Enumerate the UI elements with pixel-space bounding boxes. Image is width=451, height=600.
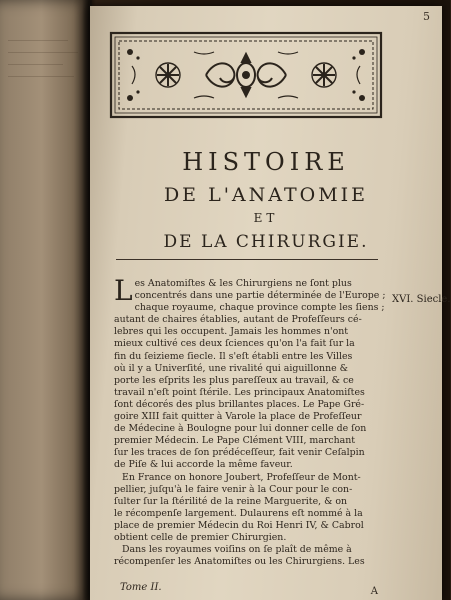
text-line: lebres qui les occupent. Jamais les hommes n'ont <box>114 326 349 338</box>
text-line: de Médecine à Boulogne pour lui donner celle de ſon <box>114 423 367 435</box>
text-line: porte les eſprits les plus pareſſeux au travail, & ce <box>114 374 354 386</box>
title-anatomie: DE L'ANATOMIE <box>163 184 369 206</box>
text-line: chaque royaume, chaque province compte les ſiens ; <box>134 302 385 314</box>
text-line: pellier, juſqu'à le faire venir à la Cour pour le con- <box>114 483 353 495</box>
book-page <box>90 6 451 600</box>
page-number: 5 <box>423 10 430 23</box>
text-line: place de premier Médecin du Roi Henri IV, & Cabrol <box>114 519 364 531</box>
margin-note-century: XVI. Siecle. <box>392 294 451 305</box>
volume-mark: Tome II. <box>120 582 162 593</box>
text-line: fin du ſeizieme ſiecle. Il s'eſt établi entre les Villes <box>114 350 353 362</box>
text-line: récompenſer les Anatomiſtes ou les Chirurgiens. Les <box>114 556 365 568</box>
text-line: concentrés dans une partie déterminée de l'Europe ; <box>134 290 386 302</box>
text-line: obtient celle de premier Chirurgien. <box>114 531 287 543</box>
rosette-left <box>156 63 180 87</box>
text-line: où il y a Univerſité, une rivalité qui aiguillonne & <box>114 362 348 374</box>
text-line: En France on honore Joubert, Profeſſeur de Mont- <box>122 471 361 483</box>
text-line: Dans les royaumes voiſins on ſe plaît de même à <box>122 544 352 556</box>
text-line: mieux cultivé ces deux ſciences qu'on l'a fait ſur la <box>114 338 355 350</box>
text-line: le récompenſe largement. Dulaurens eſt nommé à la <box>114 507 363 519</box>
central-scroll <box>206 54 286 96</box>
left-facing-page <box>0 0 92 600</box>
text-line: autant de chaires établies, autant de Profeſſeurs cé- <box>114 314 362 326</box>
page-footer <box>114 582 382 596</box>
text-line: es Anatomiſtes & les Chirurgiens ne ſont plus <box>134 278 352 289</box>
signature-mark: A <box>370 586 378 597</box>
drop-cap: L <box>114 274 133 307</box>
text-line: de Piſe & lui accorde la même faveur. <box>114 459 293 471</box>
title-chirurgie: DE LA CHIRURGIE. <box>163 232 369 252</box>
ornamental-headpiece <box>110 32 382 118</box>
text-line: ſont décorés des plus brillantes places. Le Pape Gré- <box>114 398 365 410</box>
text-line: goire XIII fait quitter à Varole la place de Profeſſeur <box>114 411 362 423</box>
rosette-right <box>312 63 336 87</box>
text-line: ſulter ſur la ſtérilité de la reine Marguerite, & on <box>114 495 348 507</box>
text-line: ſur les traces de ſon prédéceſſeur, fait venir Ceſalpin <box>114 447 365 459</box>
title-histoire: HISTOIRE <box>182 148 350 176</box>
text-line: premier Médecin. Le Pape Clément VIII, marchant <box>114 435 356 447</box>
title-et: ET <box>253 211 279 225</box>
body-text <box>114 274 386 568</box>
text-line: travail n'eſt point ſtérile. Les principaux Anatomiſtes <box>114 386 365 398</box>
title-rule <box>116 259 378 260</box>
